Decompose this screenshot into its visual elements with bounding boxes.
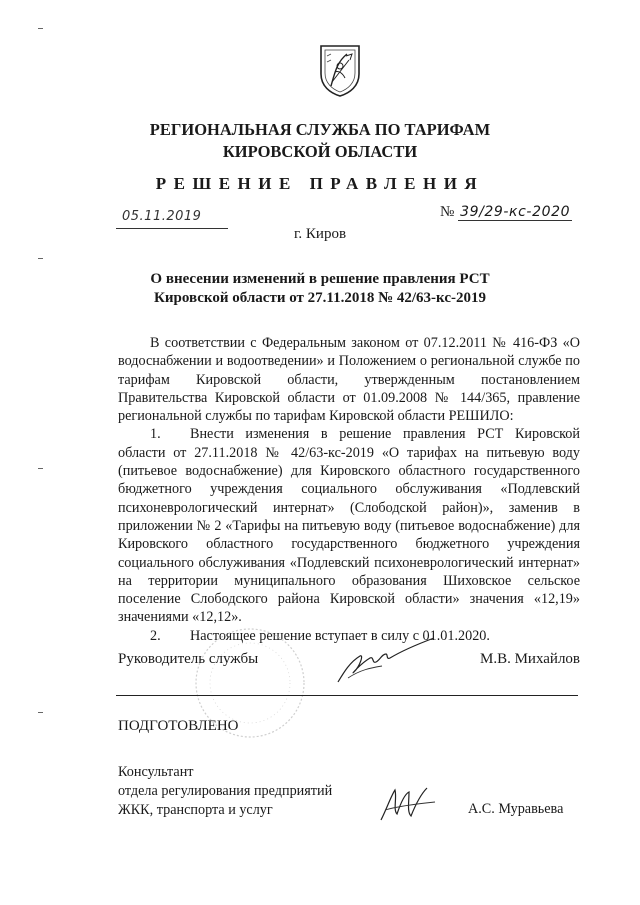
document-number <box>440 204 572 221</box>
org-name-line2: КИРОВСКОЙ ОБЛАСТИ <box>222 142 418 161</box>
scan-mark <box>38 258 43 259</box>
scan-mark <box>38 468 43 469</box>
consultant-position <box>118 763 332 820</box>
prepared-label: ПОДГОТОВЛЕНО <box>118 718 239 734</box>
body-text <box>118 334 580 645</box>
scan-mark <box>38 712 43 713</box>
subject-line1: О внесении изменений в решение правления РСТ <box>150 271 490 287</box>
head-label: Руководитель службы <box>118 651 259 667</box>
head-name: М.В. Михайлов <box>480 651 581 667</box>
signature-icon <box>375 780 445 828</box>
city: г. Киров <box>293 226 347 242</box>
position-line3: ЖКК, транспорта и услуг <box>118 802 273 818</box>
item-number: 2. <box>150 627 161 644</box>
intro-paragraph: В соответствии с Федеральным законом от 07.12.2011 № 416-ФЗ «О водоснабжении и водоотведении» и Положением о региональной службе по тарифам Кировской области, утвержденным постановлением Правительства Кировской области от 01.09.2008 № 144/365, правление региональной службы по тарифам Кировской области РЕШИЛО: <box>118 335 580 425</box>
item-1 <box>118 425 580 626</box>
consultant-name: А.С. Муравьева <box>468 801 564 817</box>
handwritten-number: 39/29-кс-2020 <box>460 204 571 220</box>
subject-line2: Кировской области от 27.11.2018 № 42/63-кс-2019 <box>154 290 486 306</box>
org-name-line1: РЕГИОНАЛЬНАЯ СЛУЖБА ПО ТАРИФАМ <box>149 120 491 139</box>
document-type: РЕШЕНИЕ ПРАВЛЕНИЯ <box>155 174 485 193</box>
number-prefix: № <box>440 204 455 220</box>
item-number: 1. <box>150 426 161 443</box>
signature-icon <box>330 632 440 690</box>
scan-mark <box>38 28 43 29</box>
position-line2: отдела регулирования предприятий <box>118 783 333 799</box>
item-text: Внести изменения в решение правления РСТ Кировской области от 27.11.2018 № 42/63-кс-2019 «О тарифах на питьевую воду (питьевое водоснабжение) для Кировского областного государственного бюджетного учреждения социального обслуживания «Подлевский психоневрологический интернат» (Слободской район)», заменив в приложении № 2 «Тарифы на питьевую воду (питьевое водоснабжение) для Кировского областного государственного бюджетного учреждения социального обслуживания «Подлевский психоневрологический интернат» на территории муниципального образования Шиховское сельское поселение Слободского района Кировской области» значения «12,19» значениями «12,12». <box>118 426 580 626</box>
handwritten-date: 05.11.2019 <box>122 209 202 224</box>
divider-line <box>116 695 578 696</box>
position-line1: Консультант <box>118 764 194 780</box>
item-text: Настоящее решение вступает в силу с 01.01.2020. <box>190 627 490 644</box>
coat-of-arms-icon <box>317 42 363 98</box>
